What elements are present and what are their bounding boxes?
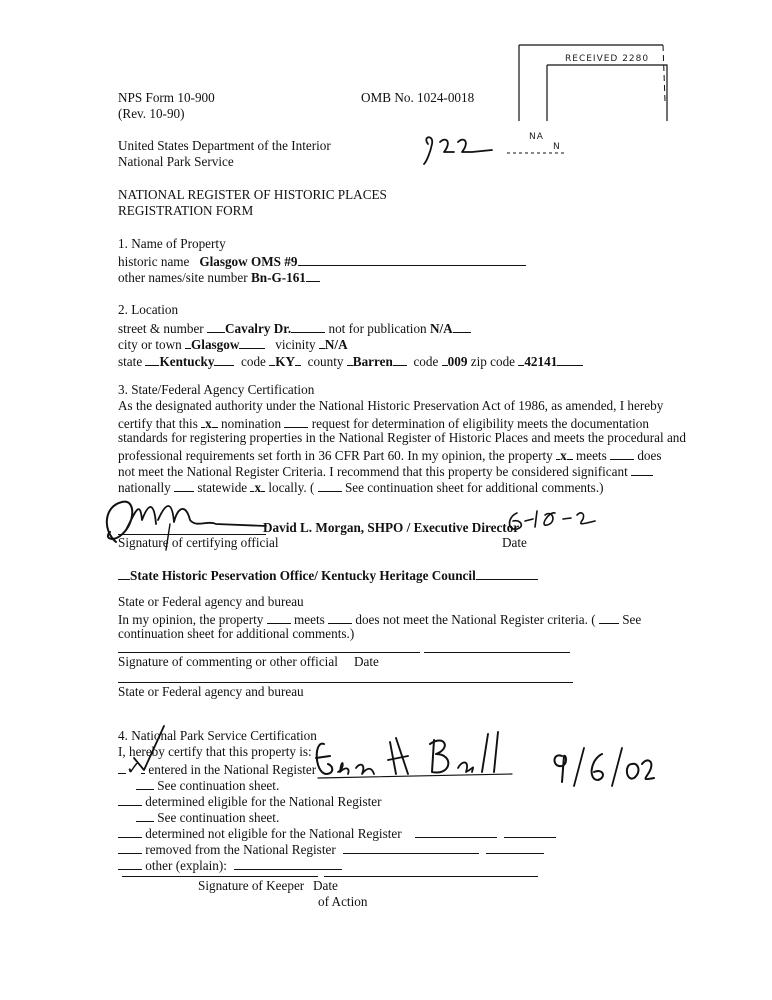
county-code-value: 009: [447, 354, 468, 369]
date-of-action-label-2: of Action: [318, 894, 368, 909]
vicinity-value: N/A: [324, 337, 348, 352]
state-code-label: code: [241, 354, 266, 369]
vicinity-label: vicinity: [275, 337, 316, 352]
keeper-handwritten-date: [548, 742, 658, 790]
city-value: Glasgow: [191, 337, 240, 352]
agency-row: [118, 566, 538, 584]
keeper-certify-line: I, hereby certify that this property is:: [118, 744, 312, 759]
state-row: [118, 352, 583, 370]
zip-label: zip code: [470, 354, 516, 369]
state-code-value: KY: [275, 354, 295, 369]
date-of-action-label: Date: [313, 878, 338, 893]
pen-scribble: [130, 722, 170, 772]
agency-label: State or Federal agency and bureau: [118, 594, 304, 609]
certification-text-line-1: As the designated authority under the National Historic Preservation Act of 1986, as amended, I hereby: [118, 398, 664, 413]
agency-line: [118, 682, 573, 683]
meets-check-mark: x: [560, 448, 567, 463]
section-4-heading: 4. National Park Service Certification: [118, 728, 317, 743]
signature-of-keeper-label: Signature of Keeper: [198, 878, 305, 893]
other-label: other (explain):: [145, 858, 227, 873]
received-stamp: [507, 41, 673, 159]
other-names-row: [118, 268, 320, 286]
city-label: city or town: [118, 337, 182, 352]
cert-text: statewide: [197, 480, 248, 495]
opinion-text: does not meet the National Register criteria. (: [355, 612, 596, 627]
certifying-agency: State Historic Peservation Office/ Kentucky Heritage Council: [130, 568, 476, 583]
signature-of-certifying-official-label: Signature of certifying official: [118, 535, 279, 550]
zip-value: 42141: [524, 354, 558, 369]
cert-text: not meet the National Register Criteria. I recommend that this property be considered significant: [118, 464, 628, 479]
form-title: NATIONAL REGISTER OF HISTORIC PLACES: [118, 187, 387, 202]
street-label: street & number: [118, 321, 204, 336]
city-row: [118, 335, 348, 353]
stamp-fragment: NA: [529, 132, 544, 142]
section-1-heading: 1. Name of Property: [118, 236, 226, 251]
other-names-value: Bn-G-161: [250, 270, 306, 285]
omb-number: OMB No. 1024-0018: [361, 90, 475, 105]
keeper-signature-line: [122, 876, 318, 877]
opinion-text: In my opinion, the property: [118, 612, 264, 627]
cert-text: nationally: [118, 480, 171, 495]
comment-signature-line: [118, 652, 420, 653]
historic-name-label: historic name: [118, 254, 190, 269]
state-value: Kentucky: [159, 354, 215, 369]
section-3-heading: 3. State/Federal Agency Certification: [118, 382, 315, 397]
agency-label-2: State or Federal agency and bureau: [118, 684, 304, 699]
county-label: county: [307, 354, 344, 369]
other-names-label: other names/site number: [118, 270, 248, 285]
cert-text: certify that this: [118, 416, 198, 431]
certification-date-label: Date: [502, 535, 527, 550]
entered-label: entered in the National Register: [148, 762, 317, 777]
keeper-date-line: [324, 876, 538, 877]
nomination-check-mark: x: [205, 416, 212, 431]
not-eligible-label: determined not eligible for the National Register: [145, 826, 402, 841]
determined-eligible-label: determined eligible for the National Register: [145, 794, 382, 809]
keeper-signature: [312, 728, 522, 786]
cert-text: does: [637, 448, 662, 463]
cert-text: professional requirements set forth in 36 CFR Part 60. In my opinion, the property: [118, 448, 553, 463]
handwritten-reference-number: [418, 130, 498, 170]
form-number: NPS Form 10-900: [118, 90, 215, 105]
cert-text: See continuation sheet for additional comments.): [344, 480, 604, 495]
other-row: [118, 856, 342, 874]
opinion-text: meets: [294, 612, 325, 627]
county-value: Barren: [352, 354, 393, 369]
see-continuation-label: See continuation sheet.: [157, 810, 280, 825]
not-for-publication-label: not for publication: [328, 321, 427, 336]
service-name: National Park Service: [118, 154, 234, 169]
department-name: United States Department of the Interior: [118, 138, 331, 153]
cert-text: nomination: [221, 416, 282, 431]
cert-text: request for determination of eligibility meets the documentation: [311, 416, 649, 431]
opinion-text: See: [622, 612, 642, 627]
street-value: Cavalry Dr.: [225, 321, 292, 336]
section-2-heading: 2. Location: [118, 302, 179, 317]
commenting-date-label: Date: [354, 654, 379, 669]
form-revision: (Rev. 10-90): [118, 106, 185, 121]
handwritten-certification-date: [505, 505, 605, 535]
certification-text-line-3: standards for registering properties in the National Register of Historic Places and meets the procedural and: [118, 430, 686, 445]
see-continuation-label: See continuation sheet.: [157, 778, 280, 793]
comment-date-line: [424, 652, 570, 653]
cert-text: meets: [575, 448, 607, 463]
historic-name-value: Glasgow OMS #9: [199, 254, 298, 269]
stamp-fragment: N: [553, 142, 561, 152]
state-label: state: [118, 354, 143, 369]
stamp-received-text: RECEIVED 2280: [565, 54, 650, 64]
commenting-official-signature-label: Signature of commenting or other official: [118, 654, 338, 669]
locally-check-mark: x: [254, 480, 262, 495]
entered-check-mark: ✓: [126, 758, 142, 779]
county-code-label: code: [413, 354, 439, 369]
not-for-publication-value: N/A: [429, 321, 453, 336]
form-subtitle: REGISTRATION FORM: [118, 203, 254, 218]
cert-text: locally. (: [268, 480, 315, 495]
certifying-official-name: David L. Morgan, SHPO / Executive Director: [263, 520, 520, 535]
opinion-line-2: continuation sheet for additional comments.): [118, 626, 355, 641]
removed-label: removed from the National Register: [145, 842, 336, 857]
